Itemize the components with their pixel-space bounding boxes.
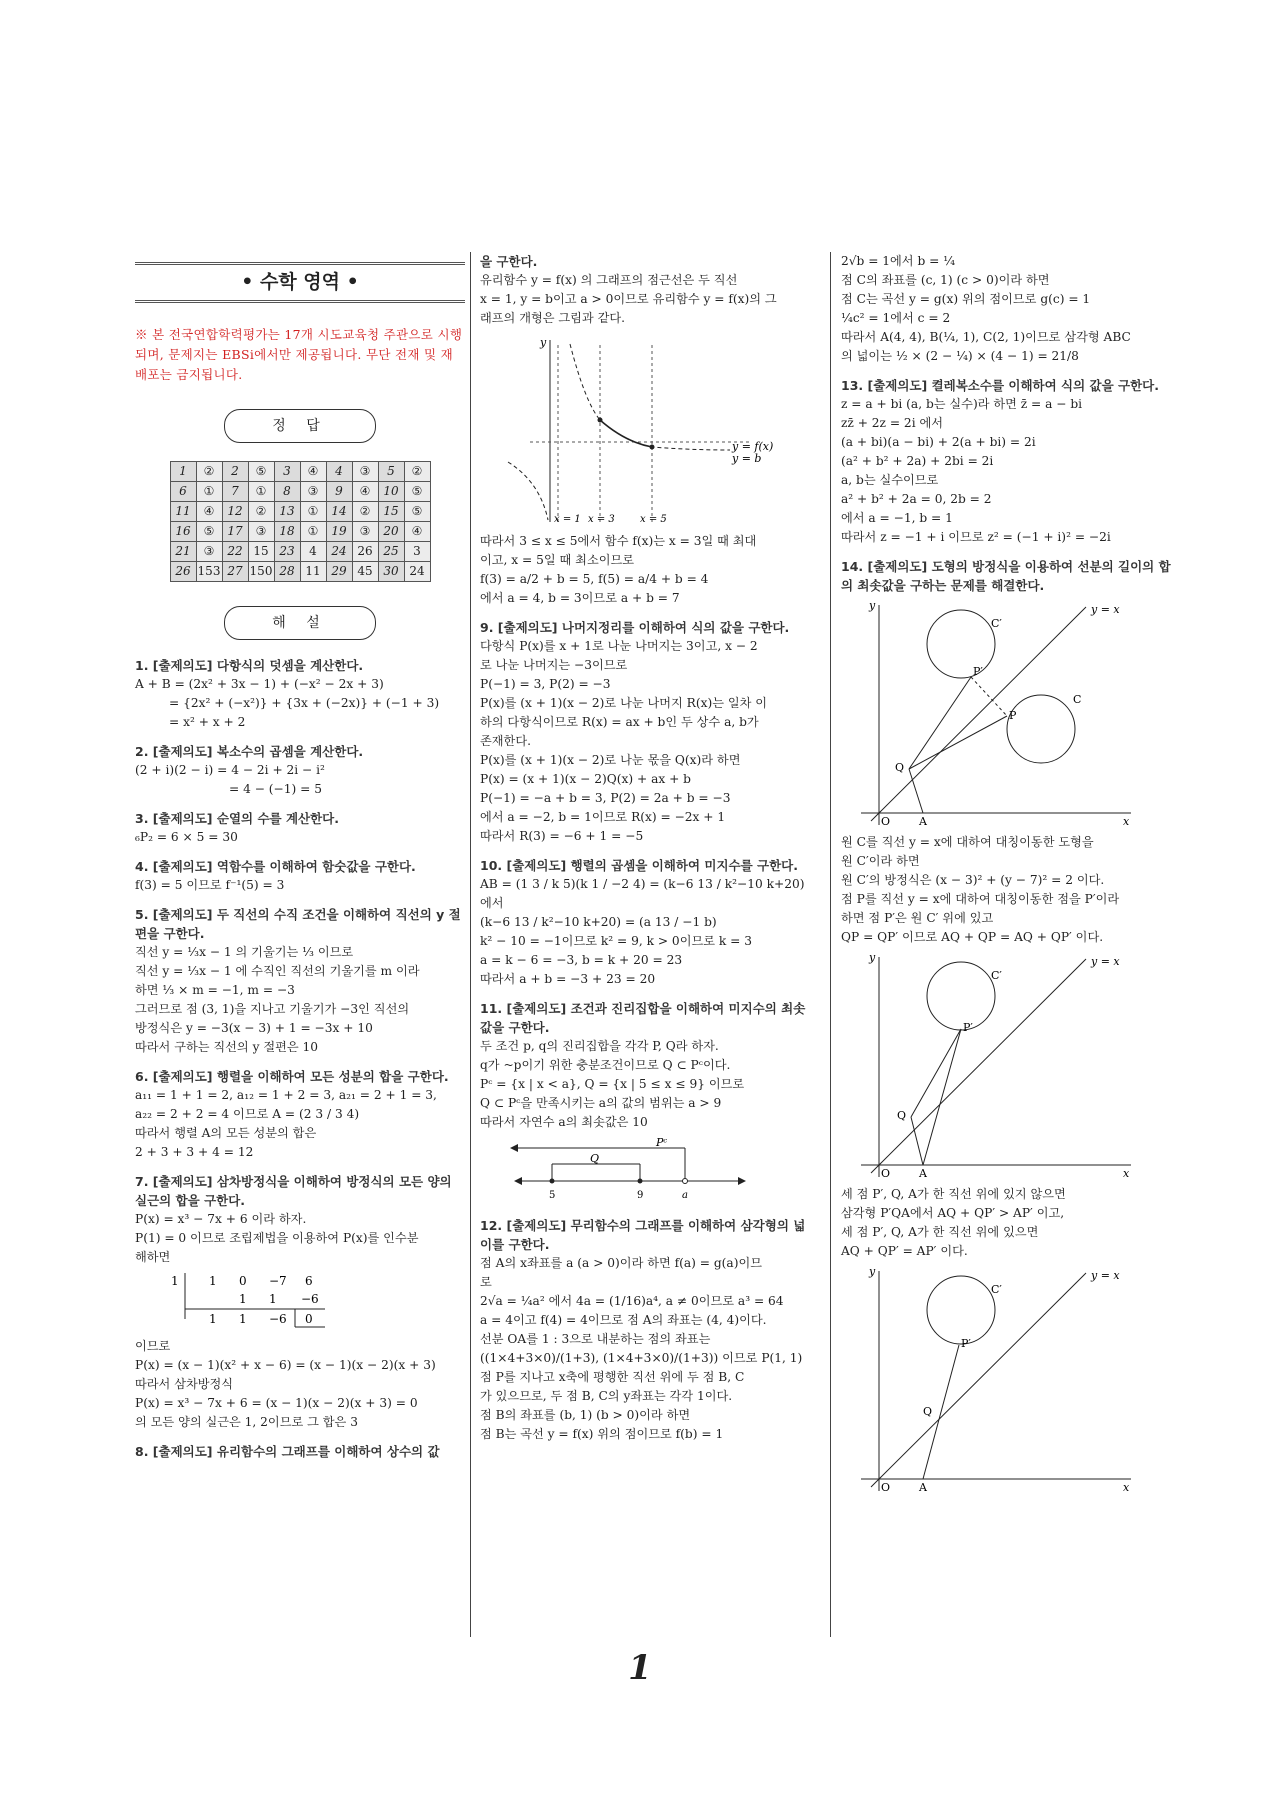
synth-divisor: 1: [171, 1274, 179, 1288]
answer-row: [170, 562, 430, 582]
x3-label: x = 3: [588, 514, 615, 525]
answer-value: 11: [300, 562, 326, 582]
solution-line: 원 C를 직선 y = x에 대하여 대칭이동한 도형을: [841, 835, 1094, 849]
origin-label: O: [881, 1481, 891, 1494]
answer-value: ⑤: [196, 522, 222, 542]
solution-line: 이고, x = 5일 때 최소이므로: [480, 553, 635, 567]
point-q-label: Q: [897, 1109, 907, 1122]
solution-line: x = 1, y = b이고 a > 0이므로 유리함수 y = f(x)의 그: [480, 292, 777, 306]
solution-13: [841, 376, 1171, 547]
answers-heading: 정 답: [224, 409, 376, 443]
solution-line: 따라서 3 ≤ x ≤ 5에서 함수 f(x)는 x = 3일 때 최대: [480, 534, 757, 548]
solution-line: Pᶜ = {x | x < a}, Q = {x | 5 ≤ x ≤ 9} 이므로: [480, 1077, 745, 1091]
solution-5: [135, 905, 465, 1057]
x1-label: x = 1: [554, 514, 581, 525]
point-pp-label: P′: [973, 665, 983, 678]
solution-line: 하면 ⅓ × m = −1, m = −3: [135, 983, 295, 997]
solution-line: 에서 a = −1, b = 1: [841, 511, 953, 525]
q-label: Q: [590, 1152, 600, 1165]
solution-line: 에서 a = 4, b = 3이므로 a + b = 7: [480, 591, 680, 605]
solution-line: P(−1) = −a + b = 3, P(2) = 2a + b = −3: [480, 791, 731, 805]
answer-value: ③: [300, 482, 326, 502]
synthetic-division-figure: [135, 1271, 335, 1333]
solution-line: P(x)를 (x + 1)(x − 2)로 나눈 나머지 R(x)는 일차 이: [480, 696, 768, 710]
solution-line: 점 C의 좌표를 (c, 1) (c > 0)이라 하면: [841, 273, 1050, 287]
solution-line: = {2x² + (−x²)} + {3x + (−2x)} + (−1 + 3): [169, 696, 440, 710]
solution-line: q가 ~p이기 위한 충분조건이므로 Q ⊂ Pᶜ이다.: [480, 1058, 731, 1072]
solution-line: 래프의 개형은 그림과 같다.: [480, 311, 626, 325]
solution-line: 이므로: [135, 1339, 171, 1353]
x5-label: x = 5: [640, 514, 667, 525]
question-number: 10: [378, 482, 404, 502]
solution-line: 2√b = 1에서 b = ¼: [841, 254, 956, 268]
solution-title: 14. [출제의도] 도형의 방정식을 이용하여 선분의 길이의 합의 최솟값을 구하는 문제를 해결한다.: [841, 559, 1171, 593]
column-2: [480, 252, 810, 1444]
solution-line: 점 C는 곡선 y = g(x) 위의 점이므로 g(c) = 1: [841, 292, 1091, 306]
solution-line: 하면 점 P′은 원 C′ 위에 있고: [841, 911, 994, 925]
solution-line: 세 점 P′, Q, A가 한 직선 위에 있지 않으면: [841, 1187, 1066, 1201]
answer-value: 24: [404, 562, 430, 582]
copyright-notice: ※ 본 전국연합학력평가는 17개 시도교육청 주관으로 시행되며, 문제지는 EBSi에서만 제공됩니다. 무단 전재 및 재배포는 금지됩니다.: [135, 327, 463, 382]
solution-line: Q ⊂ Pᶜ을 만족시키는 a의 값의 범위는 a > 9: [480, 1096, 722, 1110]
solution-10: [480, 856, 810, 989]
line-label: y = x: [1091, 955, 1120, 968]
reflection-figure-3: [841, 1265, 1141, 1495]
question-number: 27: [222, 562, 248, 582]
answer-value: ②: [248, 502, 274, 522]
solution-title: 9. [출제의도] 나머지정리를 이해하여 식의 값을 구한다.: [480, 620, 790, 635]
solution-line: 유리함수 y = f(x) 의 그래프의 점근선은 두 직선: [480, 273, 738, 287]
solution-title: 10. [출제의도] 행렬의 곱셈을 이해하여 미지수를 구한다.: [480, 858, 799, 873]
solution-line: 가 있으므로, 두 점 B, C의 y좌표는 각각 1이다.: [480, 1389, 733, 1403]
point-pp-label: P′: [961, 1337, 971, 1350]
question-number: 19: [326, 522, 352, 542]
column-3: [841, 252, 1171, 1499]
pc-label: Pᶜ: [656, 1136, 668, 1149]
solution-line: 존재한다.: [480, 734, 531, 748]
solution-line: 2√a = ¼a² 에서 4a = (1/16)a⁴, a ≠ 0이므로 a³ = 64: [480, 1294, 784, 1308]
x-axis-label: x: [1123, 1481, 1130, 1494]
solution-line: (k−6 13 / k²−10 k+20) = (a 13 / −1 b): [480, 915, 717, 929]
synth-cell: 1: [239, 1312, 247, 1326]
solution-title: 13. [출제의도] 켤레복소수를 이해하여 식의 값을 구한다.: [841, 378, 1160, 393]
x-axis-label: x: [1123, 1167, 1130, 1180]
question-number: 15: [378, 502, 404, 522]
solution-11: [480, 999, 810, 1206]
answer-row: [170, 502, 430, 522]
solution-line: 의 모든 양의 실근은 1, 2이므로 그 합은 3: [135, 1415, 358, 1429]
solution-line: 두 조건 p, q의 진리집합을 각각 P, Q라 하자.: [480, 1039, 719, 1053]
solution-line: 로 나눈 나머지는 −3이므로: [480, 658, 628, 672]
answer-value: ①: [300, 522, 326, 542]
solution-line: f(3) = a/2 + b = 5, f(5) = a/4 + b = 4: [480, 572, 709, 586]
answer-value: 153: [196, 562, 222, 582]
solution-line: P(x) = (x − 1)(x² + x − 6) = (x − 1)(x − 2)(x + 3): [135, 1358, 436, 1372]
question-number: 17: [222, 522, 248, 542]
yb-label: y = b: [732, 452, 762, 465]
tick-5: 5: [549, 1190, 556, 1201]
answer-value: ①: [300, 502, 326, 522]
solution-line: (a² + b² + 2a) + 2bi = 2i: [841, 454, 994, 468]
solution-line: a₂₂ = 2 + 2 = 4 이므로 A = (2 3 / 3 4): [135, 1107, 360, 1121]
solution-title: 7. [출제의도] 삼차방정식을 이해하여 방정식의 모든 양의 실근의 합을 구한다.: [135, 1174, 452, 1208]
solution-line: 로: [480, 1275, 492, 1289]
answer-value: 150: [248, 562, 274, 582]
solution-6: [135, 1067, 465, 1162]
solution-8: [135, 1442, 465, 1461]
solution-12: [480, 1216, 810, 1444]
solution-title: 6. [출제의도] 행렬을 이해하여 모든 성분의 합을 구한다.: [135, 1069, 449, 1084]
answer-value: ③: [352, 522, 378, 542]
solution-line: 따라서 행렬 A의 모든 성분의 합은: [135, 1126, 317, 1140]
solution-line: = 4 − (−1) = 5: [229, 782, 322, 796]
column-divider-2: [830, 252, 831, 1637]
solution-3: [135, 809, 465, 847]
question-number: 13: [274, 502, 300, 522]
solution-line: ((1×4+3×0)/(1+3), (1×4+3×0)/(1+3)) 이므로 P(1, 1): [480, 1351, 803, 1365]
answer-value: 26: [352, 542, 378, 562]
question-number: 23: [274, 542, 300, 562]
question-number: 24: [326, 542, 352, 562]
answer-value: ④: [196, 502, 222, 522]
solution-1: [135, 656, 465, 732]
point-q-label: Q: [895, 761, 905, 774]
answer-row: [170, 482, 430, 502]
solution-line: z = a + bi (a, b는 실수)라 하면 z̄ = a − bi: [841, 397, 1083, 411]
solution-line: a, b는 실수이므로: [841, 473, 939, 487]
answer-row: [170, 462, 430, 482]
solution-line: P(−1) = 3, P(2) = −3: [480, 677, 611, 691]
answer-table: [170, 461, 431, 582]
answer-value: 4: [300, 542, 326, 562]
solution-7: [135, 1172, 465, 1432]
solution-line: (a + bi)(a − bi) + 2(a + bi) = 2i: [841, 435, 1036, 449]
solution-line: = x² + x + 2: [169, 715, 246, 729]
answer-value: ③: [352, 462, 378, 482]
explanations-heading: 해 설: [224, 606, 376, 640]
question-number: 9: [326, 482, 352, 502]
fx-label: y = f(x): [732, 440, 774, 453]
question-number: 20: [378, 522, 404, 542]
page-number: 1: [628, 1648, 652, 1688]
answer-value: 45: [352, 562, 378, 582]
answer-value: ③: [196, 542, 222, 562]
line-label: y = x: [1091, 603, 1120, 616]
column-divider-1: [470, 252, 471, 1637]
solution-14: [841, 557, 1171, 1495]
rational-function-graph: [500, 332, 830, 528]
solution-line: 그러므로 점 (3, 1)을 지나고 기울기가 −3인 직선의: [135, 1002, 410, 1016]
question-number: 14: [326, 502, 352, 522]
answer-value: 3: [404, 542, 430, 562]
synth-cell: 0: [305, 1312, 313, 1326]
solution-title: 8. [출제의도] 유리함수의 그래프를 이해하여 상수의 값: [135, 1444, 440, 1459]
question-number: 18: [274, 522, 300, 542]
solution-line: A + B = (2x² + 3x − 1) + (−x² − 2x + 3): [135, 677, 384, 691]
column-1: [135, 252, 465, 1461]
question-number: 4: [326, 462, 352, 482]
question-number: 29: [326, 562, 352, 582]
answer-value: ④: [352, 482, 378, 502]
answer-value: ①: [248, 482, 274, 502]
synth-cell: 1: [209, 1312, 217, 1326]
solution-line: zz̄ + 2z = 2i 에서: [841, 416, 944, 430]
solution-title: 4. [출제의도] 역함수를 이해하여 함숫값을 구한다.: [135, 859, 416, 874]
answer-value: ⑤: [248, 462, 274, 482]
solution-title: 3. [출제의도] 순열의 수를 계산한다.: [135, 811, 340, 826]
solution-line: ₆P₂ = 6 × 5 = 30: [135, 830, 238, 844]
solution-line: 삼각형 P′QA에서 AQ + QP′ > AP′ 이고,: [841, 1206, 1065, 1220]
solution-line: 점 A의 x좌표를 a (a > 0)이라 하면 f(a) = g(a)이므: [480, 1256, 763, 1270]
x-axis-label: x: [1123, 815, 1130, 828]
tick-a: a: [682, 1190, 688, 1201]
solution-line: 세 점 P′, Q, A가 한 직선 위에 있으면: [841, 1225, 1039, 1239]
solution-9: [480, 618, 810, 846]
solution-line: a = 4이고 f(4) = 4이므로 점 A의 좌표는 (4, 4)이다.: [480, 1313, 767, 1327]
question-number: 1: [170, 462, 196, 482]
solution-line: 따라서 a + b = −3 + 23 = 20: [480, 972, 656, 986]
question-number: 26: [170, 562, 196, 582]
solution-line: QP = QP′ 이므로 AQ + QP = AQ + QP′ 이다.: [841, 930, 1104, 944]
origin-label: O: [881, 1167, 891, 1180]
solution-line: 에서 a = −2, b = 1이므로 R(x) = −2x + 1: [480, 810, 726, 824]
question-number: 5: [378, 462, 404, 482]
solution-line: 따라서 삼차방정식: [135, 1377, 234, 1391]
circle-cp-label: C′: [991, 617, 1002, 630]
point-p-label: P: [1009, 709, 1017, 722]
solution-line: 의 넓이는 ½ × (2 − ¼) × (4 − 1) = 21/8: [841, 349, 1079, 363]
point-pp-label: P′: [963, 1021, 973, 1034]
solution-line: 따라서 z = −1 + i 이므로 z² = (−1 + i)² = −2i: [841, 530, 1111, 544]
solution-line: 점 B의 좌표를 (b, 1) (b > 0)이라 하면: [480, 1408, 691, 1422]
solution-line: 다항식 P(x)를 x + 1로 나눈 나머지는 3이고, x − 2: [480, 639, 758, 653]
answer-value: ①: [196, 482, 222, 502]
solution-title-continued: 을 구한다.: [480, 254, 538, 269]
solution-line: 점 B는 곡선 y = f(x) 위의 점이므로 f(b) = 1: [480, 1427, 724, 1441]
y-axis-label: y: [869, 951, 876, 964]
solution-title: 2. [출제의도] 복소수의 곱셈을 계산한다.: [135, 744, 364, 759]
synth-cell: −6: [301, 1292, 319, 1306]
answer-value: ③: [248, 522, 274, 542]
solution-line: 따라서 R(3) = −6 + 1 = −5: [480, 829, 644, 843]
point-a-label: A: [919, 1167, 927, 1180]
solution-line: f(3) = 5 이므로 f⁻¹(5) = 3: [135, 878, 285, 892]
solution-line: k² − 10 = −1이므로 k² = 9, k > 0이므로 k = 3: [480, 934, 752, 948]
solution-4: [135, 857, 465, 895]
circle-cp-label: C′: [991, 1283, 1002, 1296]
line-label: y = x: [1091, 1269, 1120, 1282]
synth-cell: −7: [269, 1274, 287, 1288]
tick-9: 9: [637, 1190, 644, 1201]
solution-line: 직선 y = ⅓x − 1 의 기울기는 ⅓ 이므로: [135, 945, 354, 959]
synth-cell: 6: [305, 1274, 313, 1288]
question-number: 21: [170, 542, 196, 562]
answer-value: ②: [196, 462, 222, 482]
circle-c-label: C: [1073, 693, 1082, 706]
solution-title: 11. [출제의도] 조건과 진리집합을 이해하여 미지수의 최솟값을 구한다.: [480, 1001, 806, 1035]
solution-line: 원 C′의 방정식은 (x − 3)² + (y − 7)² = 2 이다.: [841, 873, 1105, 887]
y-axis-label: y: [869, 599, 876, 612]
solution-line: 방정식은 y = −3(x − 3) + 1 = −3x + 10: [135, 1021, 373, 1035]
question-number: 3: [274, 462, 300, 482]
answer-value: ④: [300, 462, 326, 482]
origin-label: O: [881, 815, 891, 828]
answer-value: ⑤: [404, 502, 430, 522]
answer-value: 15: [248, 542, 274, 562]
solution-line: ¼c² = 1에서 c = 2: [841, 311, 951, 325]
solution-line: 원 C′이라 하면: [841, 854, 920, 868]
solution-line: 직선 y = ⅓x − 1 에 수직인 직선의 기울기를 m 이라: [135, 964, 420, 978]
synth-cell: 0: [239, 1274, 247, 1288]
point-a-label: A: [919, 815, 927, 828]
answer-value: ⑤: [404, 482, 430, 502]
section-title: • 수학 영역 •: [135, 262, 465, 303]
solution-line: 점 P를 직선 y = x에 대하여 대칭이동한 점을 P′이라: [841, 892, 1120, 906]
synth-cell: 1: [239, 1292, 247, 1306]
question-number: 8: [274, 482, 300, 502]
question-number: 6: [170, 482, 196, 502]
reflection-figure-1: [841, 599, 1141, 829]
answer-value: ④: [404, 522, 430, 542]
number-line-figure: [500, 1136, 830, 1206]
solution-line: 하의 다항식이므로 R(x) = ax + b인 두 상수 a, b가: [480, 715, 759, 729]
solution-line: 2 + 3 + 3 + 4 = 12: [135, 1145, 254, 1159]
question-number: 30: [378, 562, 404, 582]
solution-line: 선분 OA를 1 : 3으로 내분하는 점의 좌표는: [480, 1332, 711, 1346]
question-number: 28: [274, 562, 300, 582]
solution-line: a₁₁ = 1 + 1 = 2, a₁₂ = 1 + 2 = 3, a₂₁ = 2 + 1 = 3,: [135, 1088, 437, 1102]
solution-line: 따라서 자연수 a의 최솟값은 10: [480, 1115, 648, 1129]
solution-title: 12. [출제의도] 무리함수의 그래프를 이해하여 삼각형의 넓이를 구한다.: [480, 1218, 806, 1252]
solution-line: AB = (1 3 / k 5)(k 1 / −2 4) = (k−6 13 / k²−10 k+20) 에서: [480, 877, 809, 910]
point-a-label: A: [919, 1481, 927, 1494]
answer-value: ②: [352, 502, 378, 522]
question-number: 2: [222, 462, 248, 482]
solution-2: [135, 742, 465, 799]
solution-line: a² + b² + 2a = 0, 2b = 2: [841, 492, 992, 506]
solution-line: AQ + QP′ = AP′ 이다.: [841, 1244, 968, 1258]
y-axis-label: y: [540, 336, 547, 349]
synth-cell: −6: [269, 1312, 287, 1326]
solution-line: P(x) = x³ − 7x + 6 = (x − 1)(x − 2)(x + 3) = 0: [135, 1396, 418, 1410]
solution-line: a = k − 6 = −3, b = k + 20 = 23: [480, 953, 683, 967]
answer-row: [170, 522, 430, 542]
solution-line: 따라서 A(4, 4), B(¼, 1), C(2, 1)이므로 삼각형 ABC: [841, 330, 1131, 344]
solution-line: 해하면: [135, 1250, 171, 1264]
question-number: 7: [222, 482, 248, 502]
answer-value: ②: [404, 462, 430, 482]
circle-cp-label: C′: [991, 969, 1002, 982]
solution-line: P(x) = x³ − 7x + 6 이라 하자.: [135, 1212, 307, 1226]
question-number: 22: [222, 542, 248, 562]
solution-line: (2 + i)(2 − i) = 4 − 2i + 2i − i²: [135, 763, 325, 777]
answer-row: [170, 542, 430, 562]
question-number: 12: [222, 502, 248, 522]
reflection-figure-2: [841, 951, 1141, 1181]
question-number: 11: [170, 502, 196, 522]
solution-line: 점 P를 지나고 x축에 평행한 직선 위에 두 점 B, C: [480, 1370, 745, 1384]
solution-line: P(x)를 (x + 1)(x − 2)로 나눈 몫을 Q(x)라 하면: [480, 753, 741, 767]
solution-title: 1. [출제의도] 다항식의 덧셈을 계산한다.: [135, 658, 364, 673]
synth-cell: 1: [209, 1274, 217, 1288]
question-number: 25: [378, 542, 404, 562]
solution-line: P(1) = 0 이므로 조립제법을 이용하여 P(x)를 인수분: [135, 1231, 419, 1245]
solution-title: 5. [출제의도] 두 직선의 수직 조건을 이해하여 직선의 y 절편을 구한다.: [135, 907, 461, 941]
solution-line: 따라서 구하는 직선의 y 절편은 10: [135, 1040, 319, 1054]
y-axis-label: y: [869, 1265, 876, 1278]
question-number: 16: [170, 522, 196, 542]
synth-cell: 1: [269, 1292, 277, 1306]
solution-line: P(x) = (x + 1)(x − 2)Q(x) + ax + b: [480, 772, 691, 786]
point-q-label: Q: [923, 1405, 933, 1418]
